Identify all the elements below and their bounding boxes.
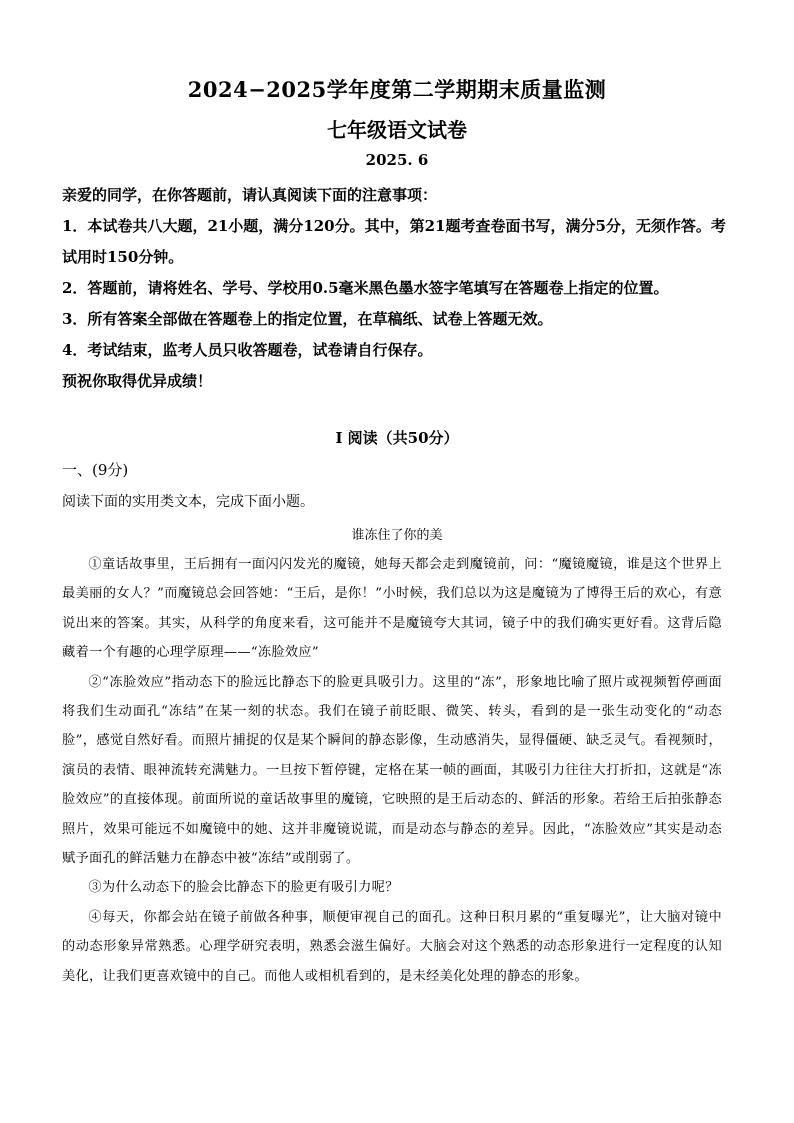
question-instruction: 阅读下面的实用类文本，完成下面小题。 (62, 494, 314, 510)
article-paragraph: ②“冻脸效应”指动态下的脸远比静态下的脸更具吸引力。这里的“冻”，形象地比喻了照片或视频暂停画面将我们生动面孔“冻结”在某一刻的状态。我们在镜子前眨眼、微笑、转头，看到的是一张生动变化的“动态脸”，感觉自然好看。而照片捕捉的仅是某个瞬间的静态影像，生动感消失，显得僵硬、缺乏灵气。看视频时，演员的表情、眼神流转充满魅力。一旦按下暂停键，定格在某一帧的画面，其吸引力往往大打折扣，这就是“冻脸效应”的直接体现。前面所说的童话故事里的魔镜，它映照的是王后动态的、鲜活的形象。若给王后拍张静态照片，效果可能远不如魔镜中的她、这并非魔镜说谎，而是动态与静态的差异。因此，“冻脸效应”其实是动态赋予面孔的鲜活魅力在静态中被“冻结”或削弱了。 (62, 674, 722, 867)
article-title: 谁冻住了你的美 (351, 528, 443, 543)
exam-date: 2025. 6 (365, 151, 429, 169)
exam-notes (62, 180, 734, 397)
notes-item: 1．本试卷共八大题，21小题，满分120分。其中，第21题考查卷面书写，满分5分，无须作答。考试用时150分钟。 (62, 217, 726, 266)
article-paragraph: ①童话故事里，王后拥有一面闪闪发光的魔镜，她每天都会走到魔镜前，问：“魔镜魔镜，谁是这个世界上最美丽的女人？”而魔镜总会回答她：“王后，是你！”小时候，我们总以为这是魔镜为了博得王后的欢心，有意说出来的答案。其实，从科学的角度来看，这可能并不是魔镜夸大其词，镜子中的我们确实更好看。这背后隐藏着一个有趣的心理学原理——“冻脸效应” (62, 557, 722, 661)
notes-item: 4．考试结束，监考人员只收答题卷，试卷请自行保存。 (62, 341, 433, 359)
section-title: Ⅰ 阅读（共50分） (335, 429, 459, 447)
notes-greeting: 亲爱的同学，在你答题前，请认真阅读下面的注意事项： (62, 186, 438, 204)
notes-item: 3．所有答案全部做在答题卷上的指定位置，在草稿纸、试卷上答题无效。 (62, 310, 553, 328)
article-paragraph: ③为什么动态下的脸会比静态下的脸更有吸引力呢？ (88, 880, 399, 896)
exam-subtitle: 七年级语文试卷 (327, 118, 467, 142)
question-heading: 一、(9分) (62, 461, 129, 479)
article-paragraph: ④每天，你都会站在镜子前做各种事，顺便审视自己的面孔。这种日积月累的“重复曝光”，让大脑对镜中的动态形象异常熟悉。心理学研究表明，熟悉会滋生偏好。大脑会对这个熟悉的动态形象进行一定程度的认知美化，让我们更喜欢镜中的自己。而他人或相机看到的，是未经美化处理的静态的形象。 (62, 909, 722, 984)
article-body (62, 550, 722, 991)
notes-closing: 预祝你取得优异成绩！ (62, 372, 213, 390)
notes-item: 2．答题前，请将姓名、学号、学校用0.5毫米黑色墨水签字笔填写在答题卷上指定的位置。 (62, 279, 669, 297)
exam-title: 2024−2025学年度第二学期期末质量监测 (187, 77, 607, 102)
